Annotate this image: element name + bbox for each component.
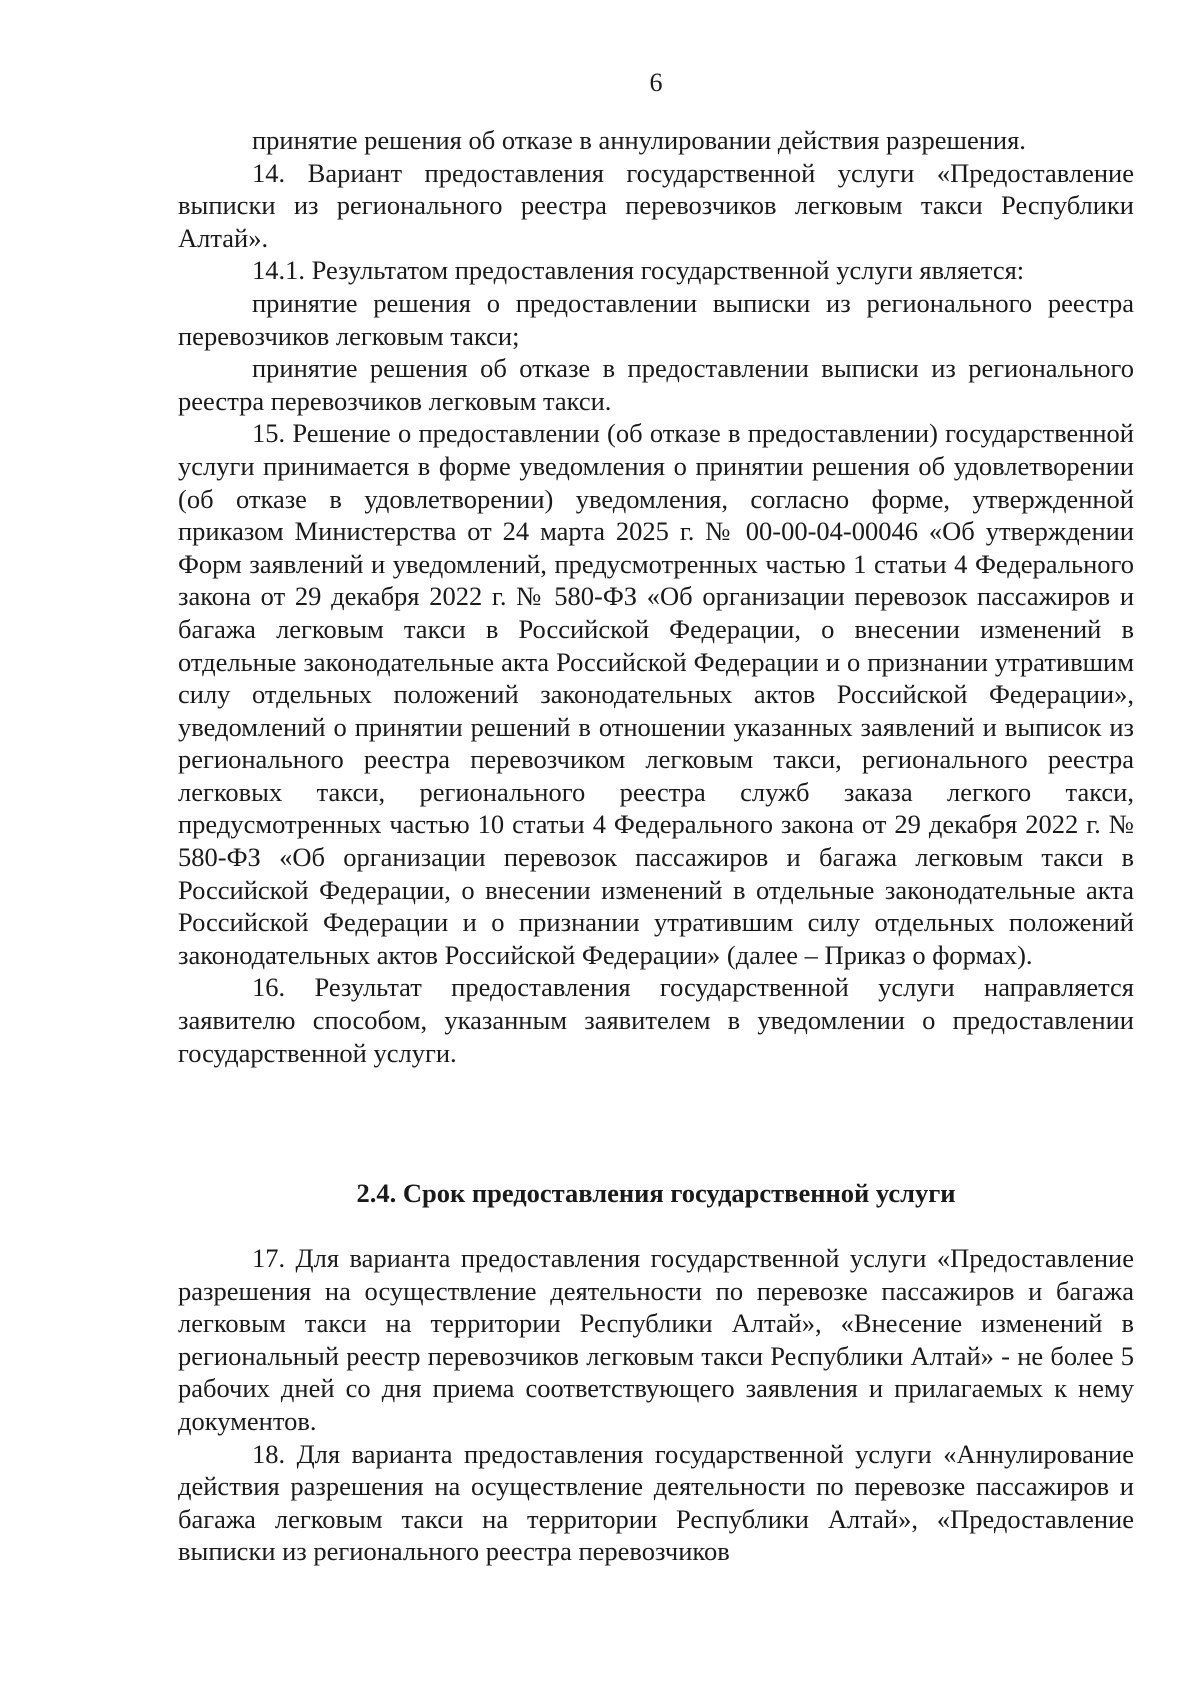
paragraph-14-1-result-refusal: принятие решения об отказе в предоставлении выписки из регионального реестра перевозчиков легковым такси.	[178, 353, 1134, 416]
paragraph-15: 15. Решение о предоставлении (об отказе в предоставлении) государственной услуги принимается в форме уведомления о принятии решения об удовлетворении (об отказе в удовлетворении) уведомления, согласно форме, утвержденной приказом Министерства от 24 марта 2025 г. № 00-00-04-00046 «Об утверждении Форм заявлений и уведомлений, предусмотренных частью 1 статьи 4 Федерального закона от 29 декабря 2022 г. № 580-ФЗ «Об организации перевозок пассажиров и багажа легковым такси в Российской Федерации, о внесении изменений в отдельные законодательные акта Российской Федерации и о признании утратившим силу отдельных положений законодательных актов Российской Федерации», уведомлений о принятии решений в отношении указанных заявлений и выписок из регионального реестра перевозчиком легковым такси, регионального реестра легковых такси, регионального реестра служб заказа легкого такси, предусмотренных частью 10 статьи 4 Федерального закона от 29 декабря 2022 г. № 580-ФЗ «Об организации перевозок пассажиров и багажа легковым такси в Российской Федерации, о внесении изменений в отдельные законодательные акта Российской Федерации и о признании утратившим силу отдельных положений законодательных актов Российской Федерации» (далее – Приказ о формах).	[178, 418, 1134, 970]
page-number: 6	[649, 68, 663, 97]
paragraph-14: 14. Вариант предоставления государственной услуги «Предоставление выписки из регионального реестра перевозчиков легковым такси Республики Алтай».	[178, 157, 1134, 253]
paragraph-17: 17. Для варианта предоставления государственной услуги «Предоставление разрешения на осуществление деятельности по перевозке пассажиров и багажа легковым такси на территории Республики Алтай», «Внесение изменений в региональный реестр перевозчиков легковым такси Республики Алтай» - не более 5 рабочих дней со дня приема соответствующего заявления и прилагаемых к нему документов.	[178, 1243, 1134, 1436]
section-body	[178, 1242, 1134, 1568]
paragraph-refusal-annulment: принятие решения об отказе в аннулировании действия разрешения.	[252, 125, 1026, 155]
paragraph-14-1-result-grant: принятие решения о предоставлении выписки из регионального реестра перевозчиков легковым такси;	[178, 287, 1134, 351]
paragraph-16: 16. Результат предоставления государственной услуги направляется заявителю способом, указанным заявителем в уведомлении о предоставлении государственной услуги.	[178, 972, 1134, 1068]
paragraph-18: 18. Для варианта предоставления государственной услуги «Аннулирование действия разрешения на осуществление деятельности по перевозке пассажиров и багажа легковым такси на территории Республики Алтай», «Предоставление выписки из регионального реестра перевозчиков	[178, 1438, 1134, 1567]
section-heading: 2.4. Срок предоставления государственной услуги	[356, 1178, 956, 1208]
document-body	[178, 124, 1134, 1069]
paragraph-14-1: 14.1. Результатом предоставления государственной услуги является:	[252, 255, 1025, 286]
